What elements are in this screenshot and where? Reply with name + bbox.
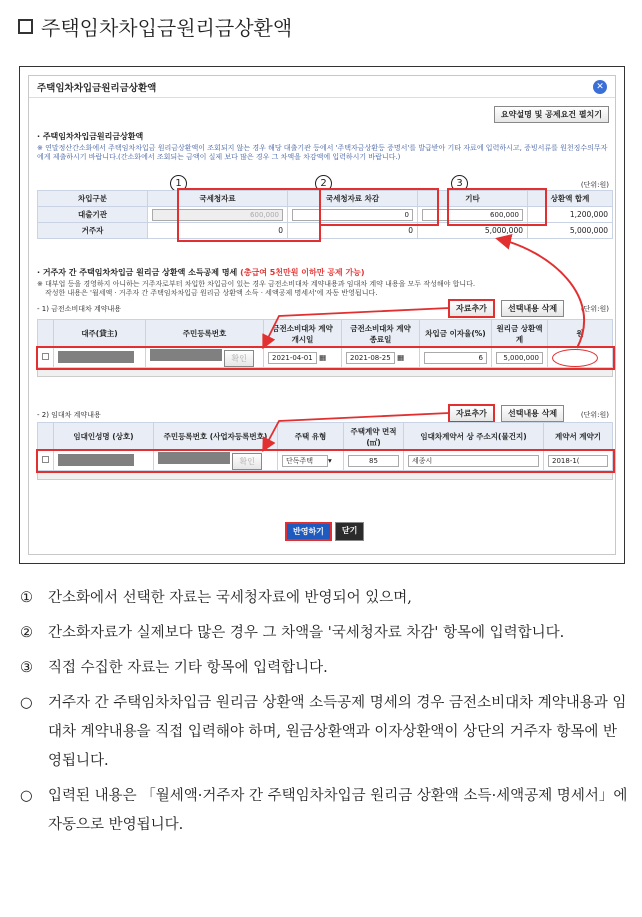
lease-header: 주민등록번호 (사업자등록번호) <box>154 423 278 451</box>
section2-highlight: (총급여 5천만원 이하만 공제 가능) <box>240 268 365 277</box>
highlight-box-deduct <box>319 188 439 226</box>
delete-selected-button-1[interactable]: 선택내용 삭제 <box>501 300 564 317</box>
delete-selected-button-2[interactable]: 선택내용 삭제 <box>501 405 564 422</box>
lease-header: 계약서 계약기 <box>544 423 613 451</box>
scrollbar-1[interactable] <box>37 369 613 377</box>
other-amount-input[interactable]: 600,000 <box>422 209 523 221</box>
loan-header: 금전소비대차 계약 종료일 <box>342 320 420 348</box>
nts-deduct-input[interactable]: 0 <box>292 209 413 221</box>
apply-button[interactable]: 반영하기 <box>285 522 332 541</box>
loan-header: 차입금 이자율(%) <box>420 320 492 348</box>
lease-header: 임대인성명 (상호) <box>54 423 154 451</box>
highlight-box-nts <box>177 188 321 242</box>
confirm-button[interactable]: 확인 <box>232 453 261 470</box>
loan-start-date-input[interactable]: 2021-04-01 <box>268 352 317 364</box>
confirm-button[interactable]: 확인 <box>224 350 253 367</box>
list-item: ○ 거주자 간 주택임차차입금 원리금 상환액 소득공제 명세의 경우 금전소비대차 계약내용과 임대차 계약내용을 직접 입력해야 하며, 원금상환액과 이자상환액이 상단의 거주자 항목에 반영됩니다. <box>20 695 627 769</box>
summary-header: 차입구분 <box>38 191 148 207</box>
page-heading <box>18 12 292 41</box>
list-item: ③ 직접 수집한 자료는 기타 항목에 입력합니다. <box>20 660 328 676</box>
area-input[interactable]: 85 <box>348 455 399 467</box>
loan-header: 금전소비대차 계약 개시일 <box>264 320 342 348</box>
lease-header: 주택계약 면적(㎡) <box>344 423 404 451</box>
loan-header: 주민등록번호 <box>146 320 264 348</box>
unit-label-3: (단위:원) <box>580 411 609 419</box>
highlight-box-loan-row <box>36 346 615 370</box>
section2-note2: 작성한 내용은 '월세액 · 거주자 간 주택임차차입금 원리금 상환액 소득 · 세액공제 명세서'에 자동 반영됩니다. <box>45 289 378 297</box>
sub2-title: - 2) 임대차 계약내용 <box>37 411 101 419</box>
dialog-titlebar <box>29 76 615 98</box>
section2-note1: ※ 대부업 등을 경영하지 아니하는 거주자로부터 차입한 차입금이 있는 경우 금전소비대차 계약내용과 임대차 계약 내용을 모두 작성해야 합니다. <box>37 280 476 288</box>
lease-header: 주택 유형 <box>278 423 344 451</box>
dialog-window <box>28 75 616 555</box>
loan-header: 원리금 상환액 계 <box>492 320 548 348</box>
row-label: 대출기관 <box>38 207 148 223</box>
checkbox-square-icon <box>18 19 33 34</box>
summary-header: 상환액 합계 <box>528 191 613 207</box>
contract-date-input[interactable]: 2018-1( <box>548 455 608 467</box>
dialog-title: 주택임차차입금원리금상환액 <box>37 82 157 94</box>
add-data-button-2[interactable]: 자료추가 <box>448 404 495 423</box>
page-heading-text: 주택임차차입금원리금상환액 <box>41 16 293 40</box>
section2-title-text: · 거주자 간 주택임차차입금 원리금 상환액 소득공제 명세 <box>37 268 238 277</box>
other-amount: 5,000,000 <box>418 223 528 239</box>
highlight-ellipse-amount <box>552 349 598 367</box>
repayment-amount-input[interactable]: 5,000,000 <box>496 352 543 364</box>
callout-2: 2 <box>315 175 332 192</box>
nts-amount-field: 600,000 <box>152 209 283 221</box>
highlight-box-lease-row <box>36 449 615 473</box>
callout-3: 3 <box>451 175 468 192</box>
address-input[interactable]: 세종시 <box>408 455 539 467</box>
loan-header: 대주(貸主) <box>54 320 146 348</box>
interest-rate-input[interactable]: 6 <box>424 352 487 364</box>
section1-title: · 주택임차차입금원리금상환액 <box>37 132 144 141</box>
chevron-down-icon[interactable]: ▾ <box>328 455 332 465</box>
highlight-box-other <box>447 188 547 226</box>
list-item: ① 간소화에서 선택한 자료는 국세청자료에 반영되어 있으며, <box>20 590 412 606</box>
close-button[interactable]: 닫기 <box>335 522 364 541</box>
nts-deduct-amount: 0 <box>288 223 418 239</box>
screenshot-frame <box>19 66 625 564</box>
total-amount: 5,000,000 <box>528 223 613 239</box>
close-icon[interactable]: ✕ <box>593 80 607 94</box>
calendar-icon[interactable]: ▦ <box>397 352 405 362</box>
list-item: ○ 입력된 내용은 「월세액·거주자 간 주택임차차입금 원리금 상환액 소득·세액공제 명세서」에 자동으로 반영됩니다. <box>20 788 628 833</box>
arrow-overlay <box>29 76 30 77</box>
loan-end-date-input[interactable]: 2021-08-25 <box>346 352 395 364</box>
calendar-icon[interactable]: ▦ <box>319 352 327 362</box>
footer-buttons <box>285 522 364 541</box>
callout-1: 1 <box>170 175 187 192</box>
lease-header: 임대차계약서 상 주소지(물건지) <box>404 423 544 451</box>
sub1-title: - 1) 금전소비대차 계약내용 <box>37 305 122 313</box>
section1-note: ※ 연말정산간소화에서 주택임차차입금 원리금상환액이 조회되지 않는 경우 해당 대출기관 등에서 '주택자금상환등 증명서'를 발급받아 기타 자료에 입력하시고, 증빙서류를 원천징수의무자에게 제출하시기 바랍니다.(간소화에서 조회되는 금액이 실제 보다 많은 경우 그 차액을 차감액에 입력하시기 바랍니다.) <box>37 144 608 162</box>
list-item: ② 간소화자료가 실제보다 많은 경우 그 차액을 '국세청자료 차감' 항목에 입력합니다. <box>20 625 565 641</box>
row-label: 거주자 <box>38 223 148 239</box>
nts-amount: 0 <box>148 223 288 239</box>
house-type-select[interactable]: 단독주택 <box>282 455 328 467</box>
section2-title <box>37 267 365 278</box>
add-data-button-1[interactable]: 자료추가 <box>448 299 495 318</box>
summary-header: 국세청자료 차감 <box>288 191 418 207</box>
unit-label-2: (단위:원) <box>580 305 609 313</box>
loan-header: 원 <box>548 320 613 348</box>
summary-header: 국세청자료 <box>148 191 288 207</box>
help-toggle-button[interactable]: 요약설명 및 공제요건 펼치기 <box>494 106 609 123</box>
summary-header: 기타 <box>418 191 528 207</box>
explanation-list <box>20 584 630 840</box>
unit-label: (단위:원) <box>580 181 609 189</box>
scrollbar-2[interactable] <box>37 472 613 480</box>
total-amount: 1,200,000 <box>528 207 613 223</box>
